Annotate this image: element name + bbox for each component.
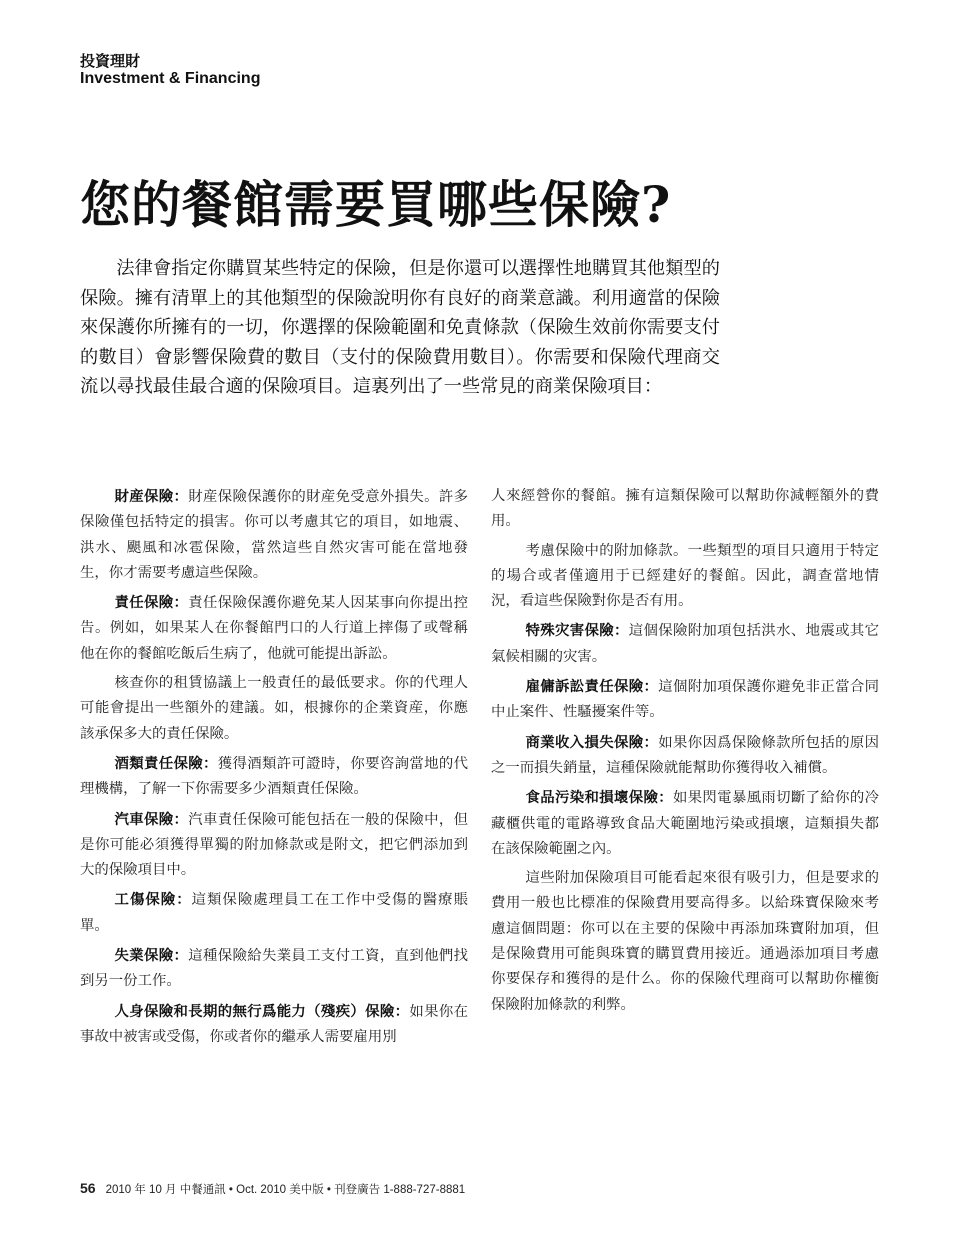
term-food-contamination: 食品污染和損壞保險： [525, 789, 673, 807]
paragraph-liquor-liability [80, 751, 468, 803]
term-liquor-liability: 酒類責任保險： [114, 754, 218, 772]
paragraph-continued [491, 484, 879, 535]
page-footer [80, 1180, 465, 1197]
paragraph-food-contamination [491, 785, 879, 862]
text-riders: 考慮保險中的附加條款。一些類型的項目只適用于特定的場合或者僅適用于已經建好的餐館。因此，調查當地情況，看這些保險對你是否有用。 [491, 542, 879, 610]
term-life-disability: 人身保險和長期的無行爲能力（殘疾）保險： [114, 1002, 410, 1020]
paragraph-business-income [491, 730, 879, 782]
term-employment-practices: 雇傭訴訟責任保險： [525, 678, 659, 696]
article-title: 您的餐館需要買哪些保險? [80, 175, 672, 234]
text-lease-check: 核查你的租賃協議上一般責任的最低要求。你的代理人可能會提出一些額外的建議。如，根據你的企業資産，你應該承保多大的責任保險。 [80, 675, 468, 742]
text-disaster: 這個保險附加項包括洪水、地震或其它氣候相關的灾害。 [491, 623, 879, 665]
text-property-insurance: 財産保險保護你的財産免受意外損失。許多保險僅包括特定的損害。你可以考慮其它的項目，如地震、洪水、颶風和冰雹保險，當然這些自然灾害可能在當地發生，你才需要考慮這些保險。 [80, 489, 468, 581]
footer-info: 2010 年 10 月 中餐通訊 • Oct. 2010 美中版 • 刊登廣告 1-888-727-8881 [105, 1184, 466, 1196]
text-unemployment: 這種保險給失業員工支付工資，直到他們找到另一份工作。 [80, 948, 468, 990]
term-auto-insurance: 汽車保險： [114, 810, 189, 828]
term-workers-comp: 工傷保險： [114, 891, 192, 909]
term-disaster: 特殊灾害保險： [525, 622, 629, 640]
left-column [80, 484, 468, 1054]
section-label-english: Investment & Financing [80, 70, 261, 87]
paragraph-conclusion [491, 866, 879, 1018]
text-business-income: 如果你因爲保險條款所包括的原因之一而損失銷量，這種保險就能幫助你獲得收入補償。 [491, 734, 879, 776]
text-liability-insurance: 責任保險保護你避免某人因某事向你提出控告。例如，如果某人在你餐館門口的人行道上摔傷了或聲稱他在你的餐館吃飯后生病了，他就可能提出訴訟。 [80, 595, 468, 662]
term-liability-insurance: 責任保險： [114, 594, 189, 612]
paragraph-riders [491, 539, 879, 615]
text-continued: 人來經營你的餐館。擁有這類保險可以幫助你減輕額外的費用。 [491, 488, 879, 530]
section-label-chinese: 投資理財 [80, 52, 141, 70]
term-business-income: 商業收入損失保險： [525, 733, 659, 751]
paragraph-unemployment [80, 943, 468, 995]
paragraph-workers-comp [80, 887, 468, 939]
text-employment-practices: 這個附加項保護你避免非正當合同中止案件、性騷擾案件等。 [491, 679, 879, 721]
text-auto-insurance: 汽車責任保險可能包括在一般的保險中，但是你可能必須獲得單獨的附加條款或是附文，把它們添加到大的保險項目中。 [80, 811, 468, 879]
paragraph-disaster [491, 618, 879, 670]
term-unemployment: 失業保險： [114, 947, 189, 965]
text-conclusion: 這些附加保險項目可能看起來很有吸引力，但是要求的費用一般也比標准的保險費用要高得多。以給珠寶保險來考慮這個問題：你可以在主要的保險中再添加珠寶附加項，但是保險費用可能與珠寶的購買費用接近。通過添加項目考慮你要保存和獲得的是什么。你的保險代理商可以幫助你權衡保險附加條款的利弊。 [491, 870, 879, 1013]
paragraph-life-disability [80, 999, 468, 1051]
paragraph-liability-insurance [80, 590, 468, 667]
paragraph-employment-practices [491, 674, 879, 726]
page-number: 56 [80, 1180, 96, 1196]
text-liquor-liability: 獲得酒類許可證時，你要咨詢當地的代理機構，了解一下你需要多少酒類責任保險。 [80, 755, 468, 798]
article-intro: 法律會指定你購買某些特定的保險，但是你還可以選擇性地購買其他類型的保險。擁有清單上的其他類型的保險說明你有良好的商業意識。利用適當的保險來保護你所擁有的一切，你選擇的保險範圍和免責條款（保險生效前你需要支付的數目）會影響保險費的數目（支付的保險費用數目）。你需要和保險代理商交流以尋找最佳最合適的保險項目。這裏列出了一些常見的商業保險項目： [80, 258, 720, 397]
text-life-disability: 如果你在事故中被害或受傷，你或者你的繼承人需要雇用別 [80, 1003, 468, 1045]
text-food-contamination: 如果閃電暴風雨切斷了給你的冷藏櫃供電的電路導致食品大範圍地污染或損壞，這類損失都在該保險範圍之內。 [491, 790, 879, 857]
text-workers-comp: 這類保險處理員工在工作中受傷的醫療賬單。 [80, 892, 468, 934]
term-property-insurance: 財産保險： [114, 488, 189, 505]
paragraph-auto-insurance [80, 807, 468, 884]
paragraph-lease-check [80, 671, 468, 747]
paragraph-property-insurance [80, 484, 468, 586]
right-column [491, 484, 879, 1022]
